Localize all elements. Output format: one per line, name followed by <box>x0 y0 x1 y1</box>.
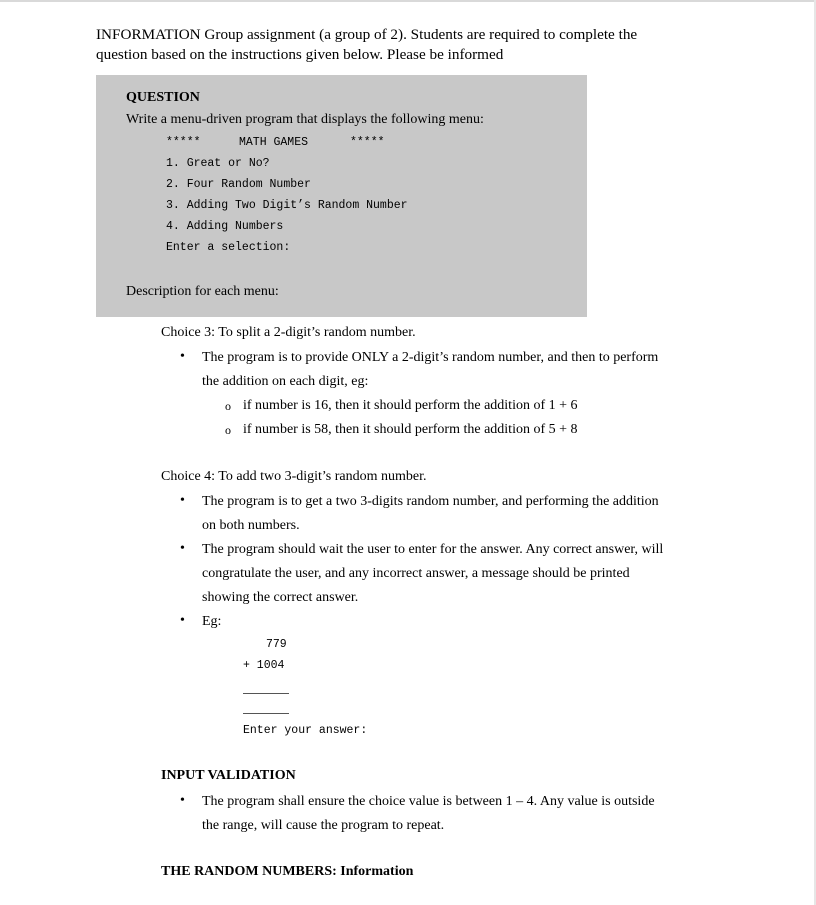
example-answer-prompt: Enter your answer: <box>243 724 368 737</box>
menu-prompt: Enter a selection: <box>166 241 291 254</box>
example-answer-line <box>243 713 289 714</box>
random-heading: THE RANDOM NUMBERS: Information <box>161 864 414 879</box>
bullet-icon: • <box>180 613 185 628</box>
question-title: QUESTION <box>126 90 200 105</box>
choice3-sub2: if number is 58, then it should perform the addition of 5 + 8 <box>243 422 578 437</box>
page-top-border <box>0 0 816 2</box>
bullet-icon: • <box>180 349 185 364</box>
menu-title: MATH GAMES <box>239 136 309 149</box>
example-number-1: 779 <box>266 638 287 651</box>
menu-stars-right: ***** <box>350 136 385 149</box>
menu-item-2: 2. Four Random Number <box>166 178 311 191</box>
validation-heading: INPUT VALIDATION <box>161 768 296 783</box>
example-number-2: + 1004 <box>243 659 285 672</box>
choice4-bullet3: Eg: <box>202 614 222 629</box>
choice3-bullet1-line1: The program is to provide ONLY a 2-digit’s random number, and then to perform <box>202 350 659 365</box>
bullet-icon: • <box>180 541 185 556</box>
menu-item-3: 3. Adding Two Digit’s Random Number <box>166 199 408 212</box>
choice4-bullet1-line2: on both numbers. <box>202 518 300 533</box>
menu-item-4: 4. Adding Numbers <box>166 220 284 233</box>
intro-paragraph <box>96 25 716 65</box>
example-sum-line <box>243 693 289 694</box>
intro-line-2: question based on the instructions given below. Please be informed <box>96 46 504 63</box>
sub-bullet-icon: o <box>225 399 231 413</box>
menu-item-1: 1. Great or No? <box>166 157 270 170</box>
choice4-heading: Choice 4: To add two 3-digit’s random number. <box>161 469 427 484</box>
menu-stars-left: ***** <box>166 136 201 149</box>
choice4-bullet2-line2: congratulate the user, and any incorrect answer, a message should be printed <box>202 566 630 581</box>
intro-line-1: INFORMATION Group assignment (a group of 2). Students are required to complete the <box>96 26 638 43</box>
choice4-bullet2-line3: showing the correct answer. <box>202 590 359 605</box>
validation-bullet-line1: The program shall ensure the choice value is between 1 – 4. Any value is outside <box>202 794 655 809</box>
sub-bullet-icon: o <box>225 423 231 437</box>
choice4-bullet1-line1: The program is to get a two 3-digits random number, and performing the addition <box>202 494 659 509</box>
description-label: Description for each menu: <box>126 284 279 299</box>
choice4-bullet2-line1: The program should wait the user to enter for the answer. Any correct answer, will <box>202 542 664 557</box>
bullet-icon: • <box>180 493 185 508</box>
choice3-heading: Choice 3: To split a 2-digit’s random number. <box>161 325 416 340</box>
bullet-icon: • <box>180 793 185 808</box>
question-prompt: Write a menu-driven program that displays the following menu: <box>126 112 484 127</box>
question-box <box>96 75 587 317</box>
choice3-bullet1-line2: the addition on each digit, eg: <box>202 374 369 389</box>
choice3-sub1: if number is 16, then it should perform the addition of 1 + 6 <box>243 398 578 413</box>
validation-bullet-line2: the range, will cause the program to repeat. <box>202 818 445 833</box>
